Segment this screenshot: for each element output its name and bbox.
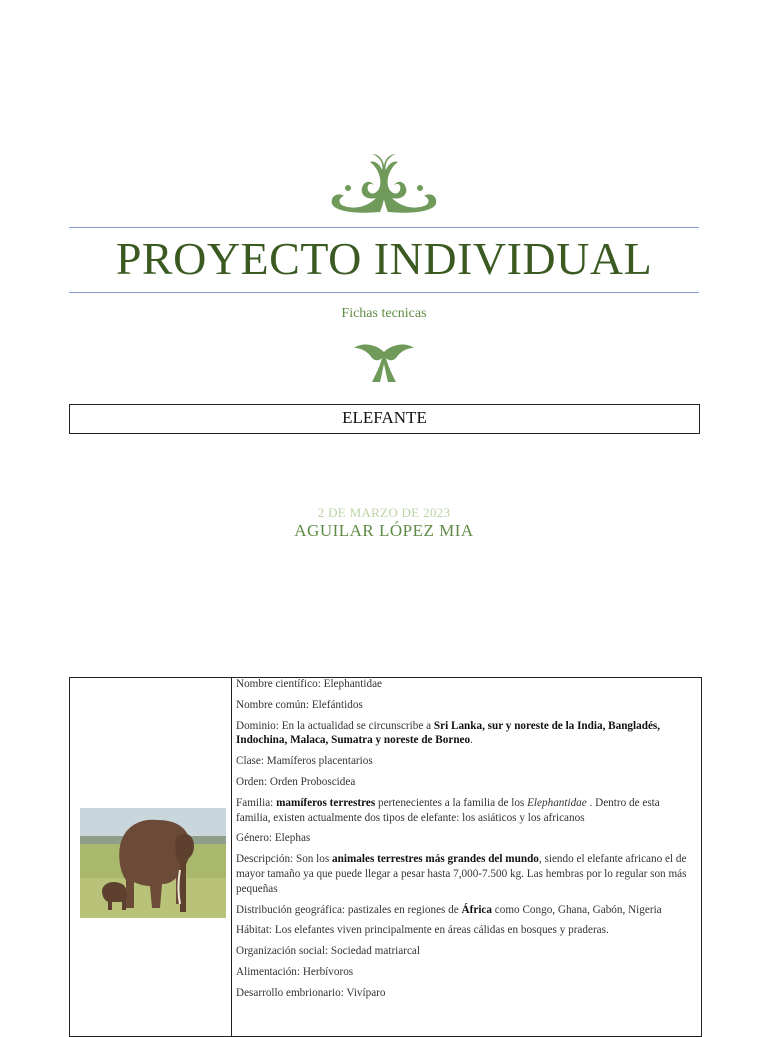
info-cell [236, 678, 697, 1036]
document-subtitle: Fichas tecnicas [341, 306, 427, 321]
author-name: AGUILAR LÓPEZ MIA [294, 521, 474, 540]
animal-name-box: ELEFANTE [69, 404, 700, 434]
ornament-flourish-icon [328, 152, 440, 218]
document-title: PROYECTO INDIVIDUAL [115, 233, 653, 284]
fact-sheet-table [69, 677, 702, 1037]
ornament-fleuron-icon [352, 340, 416, 384]
top-rule [69, 227, 699, 228]
field-order: Orden: Orden Proboscidea [236, 775, 356, 788]
field-embryonic-development: Desarrollo embrionario: Vivíparo [236, 986, 386, 999]
field-distribution: Distribución geográfica: pastizales en regiones de África como Congo, Ghana, Gabón, Nigeria [236, 903, 662, 916]
field-habitat: Hábitat: Los elefantes viven principalmente en áreas cálidas en bosques y praderas. [236, 924, 609, 937]
field-family: Familia: mamíferos terrestres pertenecientes a la familia de los Elephantidae . Dentro de esta familia, existen actualmente dos tipos de elefante: los asiáticos y los africanos [236, 796, 660, 824]
image-cell [70, 678, 232, 1036]
field-scientific-name: Nombre científico: Elephantidae [236, 678, 383, 690]
field-domain: Dominio: En la actualidad se circunscribe a Sri Lanka, sur y noreste de la India, Bangladés, Indochina, Malaca, Sumatra y noreste de Borneo. [236, 719, 661, 747]
field-description: Descripción: Son los animales terrestres más grandes del mundo, siendo el elefante africano el de mayor tamaño ya que puede llegar a pesar hasta 7,000-7.500 kg. Las hembras por lo regular son más pequeñas [236, 853, 687, 895]
field-class: Clase: Mamíferos placentarios [236, 755, 373, 768]
elephant-photo [80, 808, 226, 918]
field-genus: Género: Elephas [236, 832, 311, 845]
bottom-rule [69, 292, 699, 293]
field-feeding: Alimentación: Herbívoros [236, 965, 354, 978]
document-date: 2 DE MARZO DE 2023 [317, 505, 451, 520]
field-social-organization: Organización social: Sociedad matriarcal [236, 945, 421, 958]
field-common-name: Nombre común: Elefántidos [236, 698, 363, 711]
